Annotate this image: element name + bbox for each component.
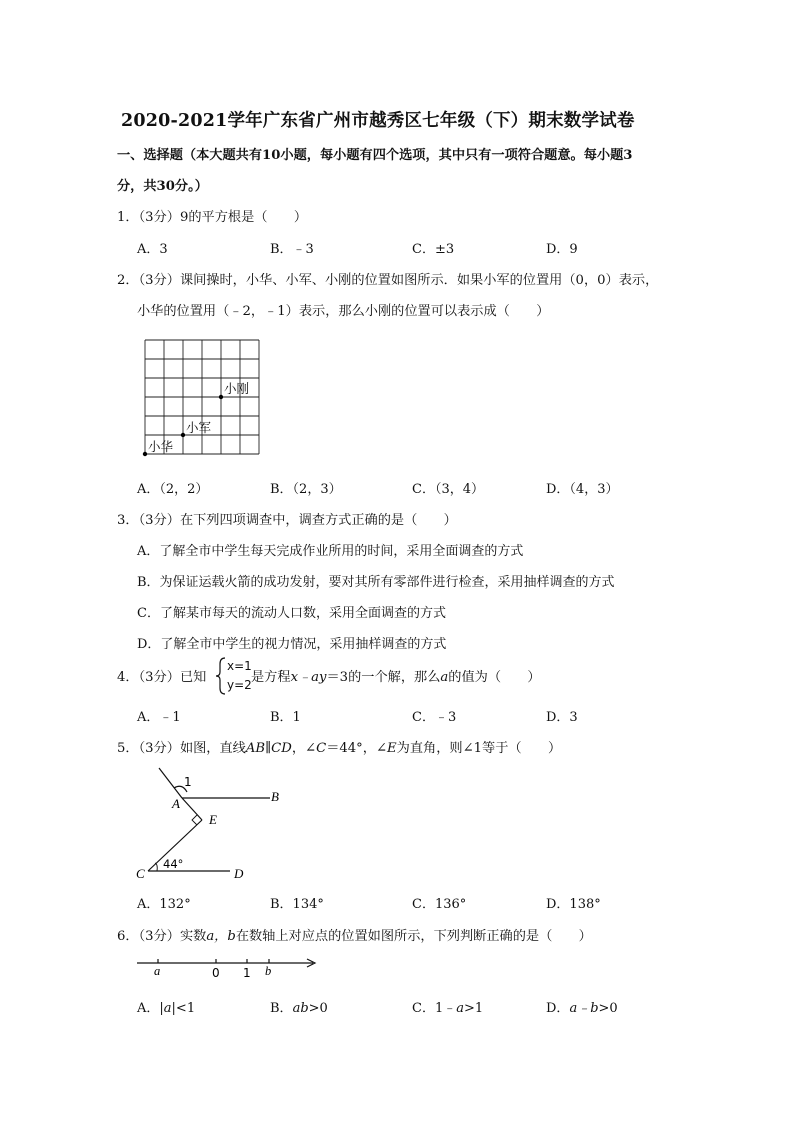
section-header-line2: 分，共30分。） — [117, 179, 208, 194]
q6-option-c-pre: C．1﹣ — [412, 1001, 457, 1016]
question-3-stem: 在下列四项调查中，调查方式正确的是（ ） — [179, 513, 457, 528]
q2-option-a: A．（2，2） — [137, 482, 209, 497]
q6-option-a-post: |<1 — [171, 1001, 196, 1016]
q3-option-a: A．了解全市中学生每天完成作业所用的时间，采用全面调查的方式 — [137, 544, 524, 559]
q4-option-d: D．3 — [546, 710, 578, 725]
segment-ae — [182, 798, 202, 820]
question-5-stem-c: ＝44°，∠ — [326, 741, 388, 756]
label-xiaojun: 小军 — [186, 420, 212, 435]
question-4-label-line — [117, 666, 206, 685]
q1-option-d: D．9 — [546, 242, 578, 257]
question-5 — [117, 737, 561, 756]
q3-option-d: D．了解全市中学生的视力情况，采用抽样调查的方式 — [137, 637, 447, 652]
q6-option-d-pre: D． — [546, 1001, 570, 1016]
q3-option-b: B．为保证运载火箭的成功发射，要对其所有零部件进行检查，采用抽样调查的方式 — [137, 575, 615, 590]
label-b: b — [265, 964, 272, 978]
xiaohua-point — [143, 452, 147, 456]
question-5-stem-b: ，∠ — [291, 741, 317, 756]
q6-option-c — [412, 997, 483, 1016]
label-44-degrees: 44° — [163, 857, 184, 871]
label-c: C — [136, 866, 145, 881]
section-header-line1: 一、选择题（本大题共有10小题，每小题有四个选项，其中只有一项符合题意。每小题3 — [117, 148, 633, 163]
ray-through-a — [159, 768, 182, 798]
q4-option-c: C．﹣3 — [412, 710, 457, 725]
q4-option-a: A．﹣1 — [137, 710, 181, 725]
question-6 — [117, 925, 592, 944]
right-angle-mark — [192, 815, 197, 825]
xiaogang-point — [219, 395, 223, 399]
q5-option-a: A．132° — [137, 897, 191, 912]
q6-option-c-var: a — [456, 1001, 464, 1016]
q6-option-b — [270, 997, 328, 1016]
question-5-angle-e: E — [387, 741, 397, 756]
q6-option-a-var: a — [163, 1001, 172, 1016]
question-6-label: 6．（3分） — [117, 929, 180, 944]
question-4-stem-rest — [251, 666, 541, 685]
q6-option-b-pre: B． — [270, 1001, 293, 1016]
system-of-equations — [227, 657, 252, 695]
q6-option-a-pre: A．| — [137, 1001, 164, 1016]
question-3 — [117, 509, 457, 528]
q2-option-b: B．（2，3） — [270, 482, 342, 497]
question-4-stem-post: 是方程 — [251, 670, 291, 685]
q5-option-b: B．134° — [270, 897, 324, 912]
q6-option-b-var: ab — [292, 1001, 309, 1016]
q1-option-c: C．±3 — [412, 242, 455, 257]
q2-option-c: C．（3，4） — [412, 482, 484, 497]
system-brace — [215, 656, 227, 696]
question-6-stem-b: 在数轴上对应点的位置如图所示，下列判断正确的是（ ） — [235, 929, 592, 944]
label-1: 1 — [243, 966, 251, 980]
label-a: A — [172, 796, 180, 811]
question-5-angle-c: C — [316, 741, 327, 756]
question-4-label: 4．（3分） — [117, 670, 180, 685]
q2-option-d: D．（4，3） — [546, 482, 619, 497]
q6-option-d-var: a﹣b — [569, 1001, 599, 1016]
label-a: a — [154, 964, 161, 978]
q6-option-d — [546, 997, 618, 1016]
question-5-lines: AB∥CD — [245, 741, 292, 756]
question-4-stem-end: 的值为（ ） — [448, 670, 541, 685]
question-4-var: a — [440, 670, 449, 685]
system-eq-2: y=2 — [227, 678, 252, 692]
question-2-stem-line1: 课间操时，小华、小军、小刚的位置如图所示．如果小军的位置用（0，0）表示， — [179, 273, 659, 288]
grid-lines — [145, 340, 259, 454]
question-4-stem-pre: 已知 — [179, 670, 207, 685]
q5-parallel-lines-figure — [130, 764, 279, 884]
q6-option-b-post: >0 — [308, 1001, 328, 1016]
question-4-equation-rhs: ＝3的一个解，那么 — [326, 670, 441, 685]
q6-number-line — [133, 954, 323, 980]
label-e: E — [209, 812, 217, 827]
q6-option-c-post: >1 — [463, 1001, 484, 1016]
q5-option-c: C．136° — [412, 897, 467, 912]
question-4-equation: x﹣ay — [290, 670, 327, 685]
q6-option-d-post: >0 — [598, 1001, 618, 1016]
system-eq-1: x=1 — [227, 659, 252, 673]
xiaojun-point — [181, 433, 185, 437]
label-angle-1: 1 — [184, 775, 192, 789]
label-b: B — [271, 789, 279, 804]
q3-option-c: C．了解某市每天的流动人口数，采用全面调查的方式 — [137, 606, 446, 621]
q1-option-b: B．﹣3 — [270, 242, 314, 257]
q5-option-d: D．138° — [546, 897, 601, 912]
q6-option-a — [137, 997, 195, 1016]
page-title: 2020-2021学年广东省广州市越秀区七年级（下）期末数学试卷 — [121, 111, 635, 131]
q4-option-b: B．1 — [270, 710, 301, 725]
question-1-label: 1．（3分） — [117, 210, 180, 225]
question-5-label: 5．（3分） — [117, 741, 180, 756]
question-6-stem-a: 实数 — [179, 929, 207, 944]
question-2-label: 2．（3分） — [117, 273, 180, 288]
question-2-stem-line2: 小华的位置用（﹣2，﹣1）表示，那么小刚的位置可以表示成（ ） — [137, 304, 550, 319]
question-3-label: 3．（3分） — [117, 513, 180, 528]
label-0: 0 — [212, 966, 220, 980]
question-2 — [117, 269, 658, 288]
q1-option-a: A．3 — [137, 242, 168, 257]
question-1-stem: 9的平方根是（ ） — [179, 210, 308, 225]
q2-grid-figure — [140, 335, 265, 460]
label-xiaogang: 小刚 — [224, 381, 250, 396]
question-5-stem-a: 如图，直线 — [179, 741, 246, 756]
label-xiaohua: 小华 — [148, 439, 174, 454]
question-6-vars: a，b — [206, 929, 236, 944]
question-5-stem-d: 为直角，则∠1等于（ ） — [396, 741, 562, 756]
label-d: D — [234, 866, 244, 881]
question-1 — [117, 206, 307, 225]
